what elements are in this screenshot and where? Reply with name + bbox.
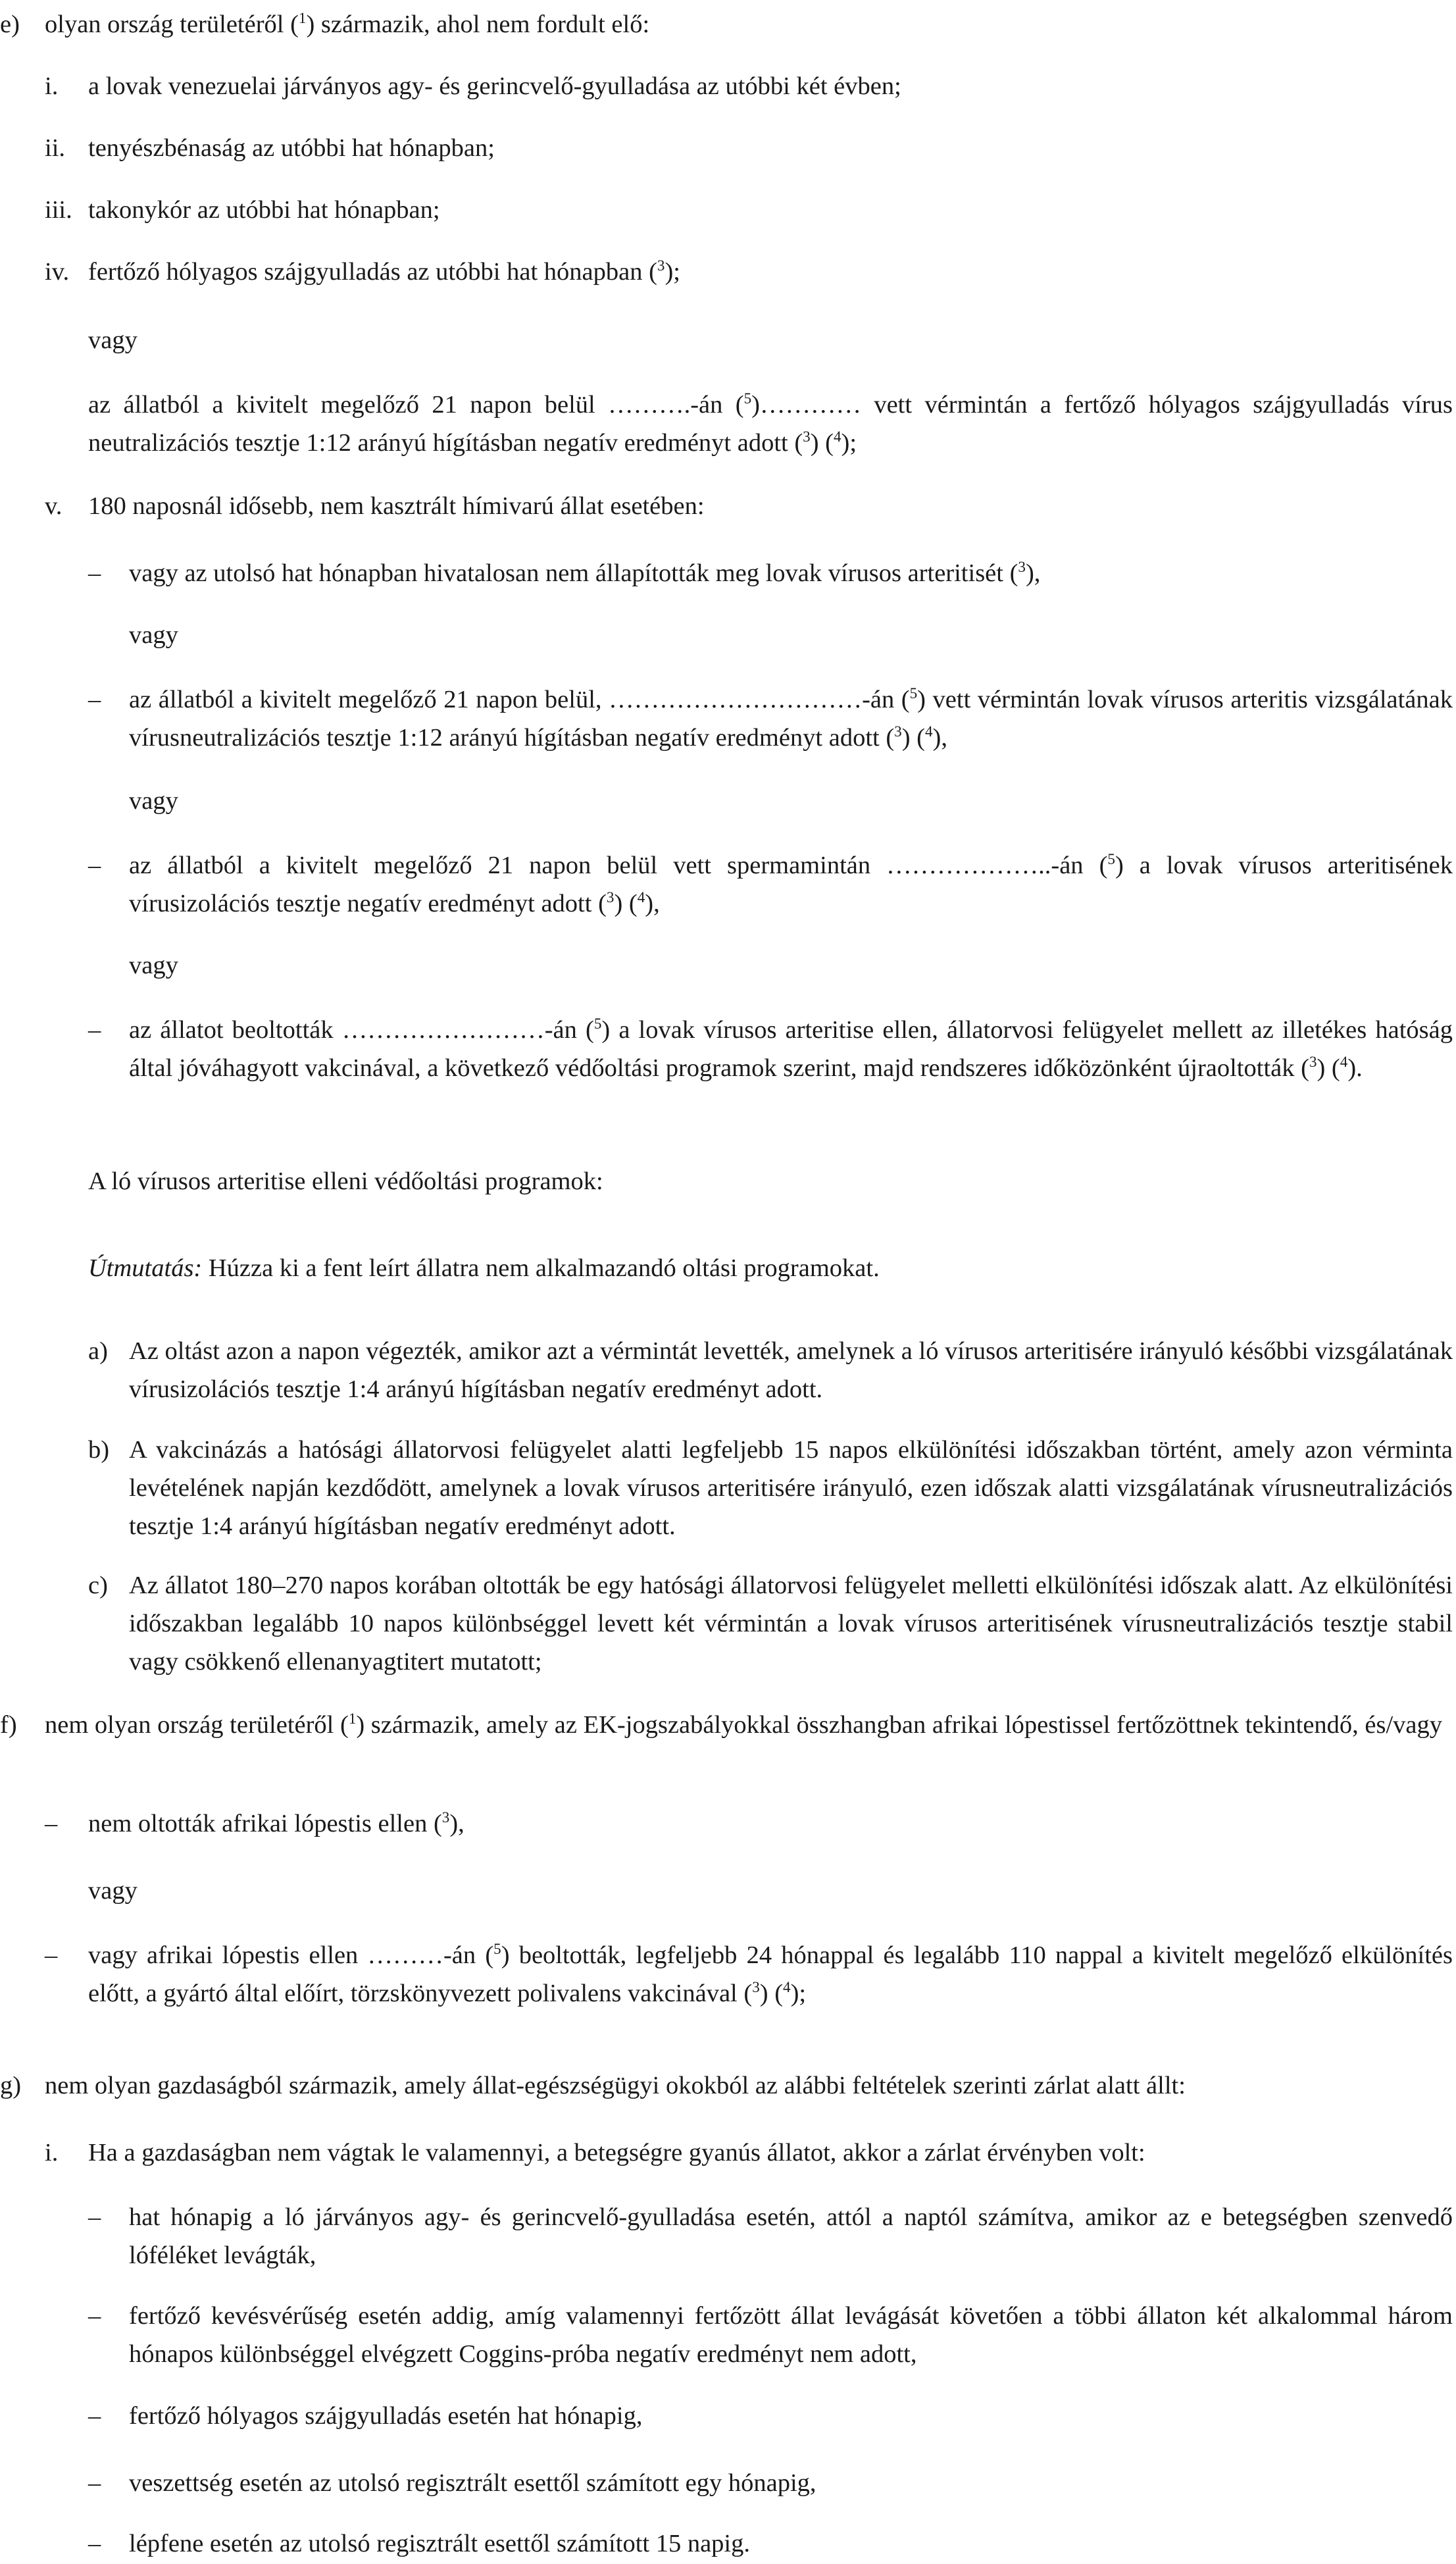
dash-marker: – <box>88 852 101 879</box>
item-e-text: olyan ország területéről ($^1$) származik, ahol nem fordult elő: <box>45 9 650 38</box>
dash-marker: – <box>88 559 101 587</box>
v-option-2: az állatból a kivitelt megelőző 21 napon belül, …………………………-án ($^5$) vett vérmintán lovak vírusos arteritis vizsgálatának vírusneutralizációs tesztje 1:12 arányú hígításban negatív eredményt adott ($^3$) ($^4$), <box>129 684 1453 752</box>
program-marker-c: c) <box>88 1572 108 1599</box>
program-c-text: Az állatot 180–270 napos korában oltották be egy hatósági állatorvosi felügyelet melletti elkülönítési időszak alatt. Az elkülönítési időszakban legalább 10 napos különbséggel levett két vérmintán a lovak vírusos arteritisének vírusneutralizációs tesztje stabil vagy csökkenő ellenanyagtitert mutatott; <box>129 1572 1453 1676</box>
item-e-iv-alternative: az állatból a kivitelt megelőző 21 napon belül ……….-án ($^5$)………… vett vérmintán a fertőző hólyagos szájgyulladás vírus neutralizációs tesztje 1:12 arányú hígításban negatív eredményt adott ($^3$) ($^4$); <box>88 390 1453 457</box>
item-e-iii-text: takonykór az utóbbi hat hónapban; <box>88 196 440 224</box>
program-b-text: A vakcinázás a hatósági állatorvosi felügyelet alatti legfeljebb 15 napos elkülönítési időszakban történt, amely azon vérminta levételének napján kezdődött, amelynek a lovak vírusos arteritisére irányuló, ezen időszak alatti vizsgálatának vírusneutralizációs tesztje 1:4 arányú hígításban negatív eredményt adott. <box>129 1436 1453 1540</box>
vagy-connector: vagy <box>88 1877 138 1905</box>
dash-marker: – <box>88 2402 101 2430</box>
dash-marker: – <box>88 2530 101 2557</box>
vagy-connector: vagy <box>129 787 178 815</box>
v-option-1: vagy az utolsó hat hónapban hivatalosan nem állapították meg lovak vírusos arteritisét ($^3$), <box>129 558 1041 587</box>
item-marker-e: e) <box>0 11 20 38</box>
item-marker-g: g) <box>0 2072 22 2099</box>
vagy-connector: vagy <box>129 952 178 979</box>
g-condition-5: lépfene esetén az utolsó regisztrált esettől számított 15 napig. <box>129 2530 751 2557</box>
v-option-3: az állatból a kivitelt megelőző 21 napon belül vett spermamintán ………………..-án ($^5$) a lovak vírusos arteritisének vírusizolációs tesztje negatív eredményt adott ($^3$) ($^4$), <box>129 850 1453 917</box>
program-marker-a: a) <box>88 1337 108 1365</box>
dash-marker: – <box>45 1810 58 1837</box>
vagy-connector: vagy <box>129 621 178 649</box>
f-option-2: vagy afrikai lópestis ellen ………-án ($^5$) beoltották, legfeljebb 24 hónappal és legalább 110 nappal a kivitelt megelőző elkülönítés előtt, a gyártó által előírt, törzskönyvezett polivalens vakcinával ($^3$) ($^4$); <box>88 1940 1453 2007</box>
g-condition-4: veszettség esetén az utolsó regisztrált esettől számított egy hónapig, <box>129 2469 816 2497</box>
item-marker-f: f) <box>0 1711 17 1739</box>
item-g-text: nem olyan gazdaságból származik, amely állat-egészségügyi okokból az alábbi feltételek szerinti zárlat alatt állt: <box>45 2072 1186 2099</box>
vaccination-programs-title: A ló vírusos arteritise elleni védőoltási programok: <box>88 1167 603 1195</box>
item-e-ii-text: tenyészbénaság az utóbbi hat hónapban; <box>88 134 495 162</box>
item-g-i-text: Ha a gazdaságban nem vágtak le valamennyi, a betegségre gyanús állatot, akkor a zárlat érvényben volt: <box>88 2139 1145 2167</box>
vagy-connector: vagy <box>88 326 138 354</box>
dash-marker: – <box>45 1941 58 1969</box>
dash-marker: – <box>88 1016 101 1044</box>
g-condition-2: fertőző kevésvérűség esetén addig, amíg valamennyi fertőzött állat levágását követően a többi állaton két alkalommal három hónapos különbséggel elvégzett Coggins-próba negatív eredményt nem adott, <box>129 2302 1453 2368</box>
roman-marker-g-i: i. <box>45 2139 59 2167</box>
roman-marker-e-v: v. <box>45 492 63 520</box>
f-option-1: nem oltották afrikai lópestis ellen ($^3$), <box>88 1808 464 1837</box>
g-condition-3: fertőző hólyagos szájgyulladás esetén hat hónapig, <box>129 2402 643 2430</box>
dash-marker: – <box>88 2469 101 2497</box>
dash-marker: – <box>88 686 101 713</box>
program-a-text: Az oltást azon a napon végezték, amikor azt a vérmintát levették, amelynek a ló vírusos arteritisére irányuló későbbi vizsgálatának vírusizolációs tesztje 1:4 arányú hígításban negatív eredményt adott. <box>129 1337 1453 1403</box>
roman-marker-e-iv: iv. <box>45 258 70 286</box>
program-marker-b: b) <box>88 1436 110 1464</box>
v-option-4: az állatot beoltották ……………………-án ($^5$) a lovak vírusos arteritise ellen, állatorvosi felügyelet mellett az illetékes hatóság által jóváhagyott vakcinával, a következő védőoltási programok szerint, majd rendszeres időközönként újraoltották ($^3$) ($^4$). <box>129 1015 1453 1082</box>
g-condition-1: hat hónapig a ló járványos agy- és gerincvelő-gyulladása esetén, attól a naptól számítva, amikor az e betegségben szenvedő lóféléket levágták, <box>129 2203 1453 2269</box>
item-e-iv-text: fertőző hólyagos szájgyulladás az utóbbi hat hónapban ($^3$); <box>88 257 680 286</box>
item-e-v-text: 180 naposnál idősebb, nem kasztrált hímivarú állat esetében: <box>88 492 705 520</box>
dash-marker: – <box>88 2203 101 2231</box>
item-e-i-text: a lovak venezuelai járványos agy- és gerincvelő-gyulladása az utóbbi két évben; <box>88 72 901 100</box>
dash-marker: – <box>88 2302 101 2330</box>
roman-marker-e-ii: ii. <box>45 134 66 162</box>
roman-marker-e-iii: iii. <box>45 196 72 224</box>
guidance-note: Útmutatás: Húzza ki a fent leírt állatra nem alkalmazandó oltási programokat. <box>88 1254 880 1282</box>
item-f-text: nem olyan ország területéről ($^1$) származik, amely az EK-jogszabályokkal összhangban afrikai lópestissel fertőzöttnek tekintendő, és/vagy <box>45 1710 1443 1739</box>
roman-marker-e-i: i. <box>45 72 59 100</box>
